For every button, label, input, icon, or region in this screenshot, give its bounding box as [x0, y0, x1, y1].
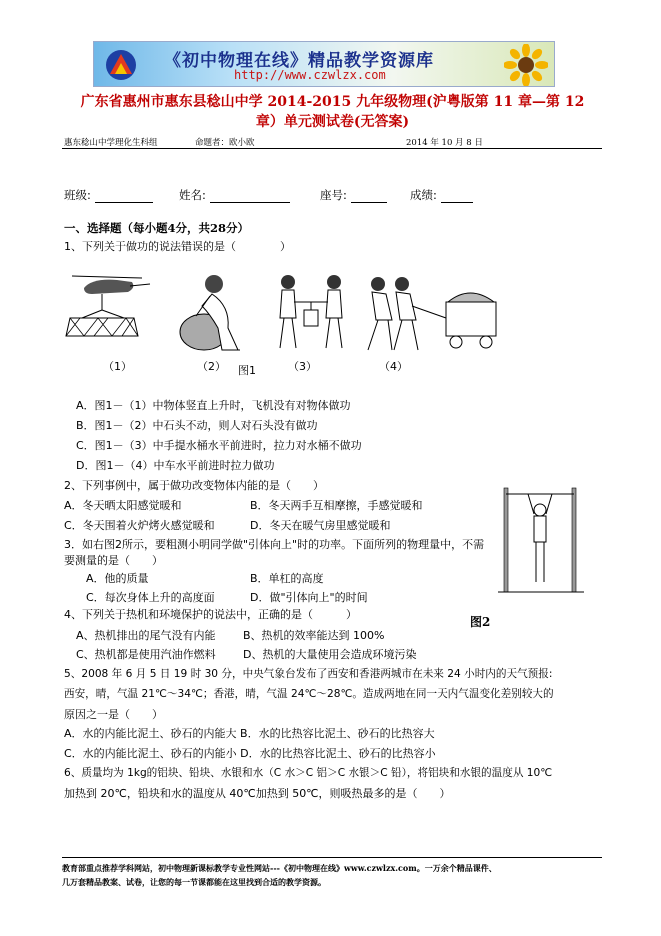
q3-option-c: C．每次身体上升的高度面	[86, 591, 215, 604]
q1-option-c: C．图1－（3）中手提水桶水平前进时，拉力对水桶不做功	[76, 439, 362, 452]
banner-url: http://www.czwlzx.com	[234, 68, 386, 82]
banner-image	[93, 41, 555, 87]
sunflower-icon	[504, 44, 548, 86]
q4-option-c: C、热机都是使用汽油作燃料	[76, 648, 216, 661]
q1-option-a: A．图1－（1）中物体竖直上升时，飞机没有对物体做功	[76, 399, 351, 412]
header-divider	[62, 148, 602, 149]
helicopter-drawing	[66, 276, 150, 336]
q5-options-ab: A．水的内能比泥土、砂石的内能大 B．水的比热容比泥土、砂石的比热容大	[64, 727, 435, 740]
section-heading: 一、选择题（每小题4分，共28分）	[64, 221, 250, 235]
q5-line1: 5、2008 年 6 月 5 日 19 时 30 分，中央气象台发布了西安和香港两城市在未来 24 小时内的天气预报:	[64, 668, 553, 680]
page-title-line2: 章）单元测试卷(无答案)	[255, 114, 410, 130]
q1-stem: 1、下列关于做功的说法错误的是（ ）	[64, 240, 291, 253]
class-field: 班级:	[64, 187, 153, 203]
footer-divider	[62, 857, 602, 858]
q5-options-cd: C．水的内能比泥土、砂石的内能小 D．水的比热容比泥土、砂石的比热容小	[64, 747, 436, 760]
footer-line2: 几万套精品教案、试卷，让您的每一节课都能在这里找到合适的教学资源。	[62, 877, 326, 887]
figure-2	[498, 486, 584, 598]
date: 2014 年 10 月 8 日	[406, 138, 483, 148]
fig2-caption: 图2	[470, 615, 491, 629]
q3-stem-line2: 要测量的是（ ）	[64, 554, 163, 567]
q4-option-a: A、热机排出的尾气没有内能	[76, 629, 216, 642]
q3-stem-line1: 3．如右图2所示，要粗测小明同学做"引体向上"时的功率。下面所列的物理量中，不需	[64, 538, 485, 551]
name-blank[interactable]	[210, 190, 290, 203]
q6-line1: 6、质量均为 1kg的铝块、铅块、水银和水（C 水＞C 铝＞C 水银＞C 铅），将铝块和水银的温度从 10℃	[64, 767, 553, 779]
fig1-label-3: （3）	[288, 360, 317, 373]
q1-option-d: D．图1－（4）中车水平前进时拉力做功	[76, 459, 275, 472]
q2-stem: 2、下列事例中，属于做功改变物体内能的是（ ）	[64, 479, 324, 492]
seat-blank[interactable]	[351, 190, 387, 203]
q2-option-c: C．冬天围着火炉烤火感觉暖和	[64, 519, 215, 532]
q5-line2: 西安，晴，气温 21℃～34℃；香港，晴，气温 24℃～28℃。造成两地在同一天内气温变化差别较大的	[64, 688, 554, 700]
figure-1	[62, 266, 512, 356]
author: 命题者：欧小欧	[195, 138, 255, 148]
q6-line2: 加热到 20℃，铅块和水的温度从 40℃加热到 50℃，则吸热最多的是（ ）	[64, 787, 451, 800]
logo-icon	[104, 48, 138, 82]
pulling-cart-drawing	[368, 277, 496, 350]
fig1-label-4: （4）	[379, 360, 408, 373]
score-field: 成绩:	[410, 187, 473, 203]
q5-line3: 原因之一是（ ）	[64, 708, 163, 721]
fig1-label-1: （1）	[103, 360, 132, 373]
class-blank[interactable]	[95, 190, 153, 203]
q1-option-b: B．图1－（2）中石头不动，则人对石头没有做功	[76, 419, 318, 432]
name-field: 姓名:	[179, 187, 290, 203]
seat-field: 座号:	[320, 187, 387, 203]
q3-option-a: A．他的质量	[86, 572, 149, 585]
carrying-bucket-drawing	[280, 275, 342, 348]
banner-title: 《初中物理在线》精品教学资源库	[164, 51, 434, 71]
fig1-label-2: （2）	[197, 360, 226, 373]
q2-option-b: B．冬天两手互相摩擦，手感觉暖和	[250, 499, 423, 512]
q2-option-a: A．冬天晒太阳感觉暖和	[64, 499, 182, 512]
footer-line1: 教育部重点推荐学科网站，初中物理新课标教学专业性网站---《初中物理在线》www.czwlzx.com。一万余个精品课件、	[62, 863, 497, 873]
q4-option-d: D、热机的大量使用会造成环境污染	[243, 648, 417, 661]
q4-option-b: B、热机的效率能达到 100%	[243, 629, 385, 642]
q4-stem: 4、下列关于热机和环境保护的说法中，正确的是（ ）	[64, 608, 357, 621]
score-blank[interactable]	[441, 190, 473, 203]
pushing-stone-drawing	[180, 275, 240, 350]
page-title-line1: 广东省惠州市惠东县稔山中学 2014-2015 九年级物理(沪粤版第 11 章—第 12	[80, 94, 585, 110]
fig1-caption: 图1	[238, 364, 256, 377]
q3-option-d: D．做"引体向上"的时间	[250, 591, 368, 604]
q2-option-d: D．冬天在暖气房里感觉暖和	[250, 519, 391, 532]
school-group: 惠东稔山中学理化生科组	[64, 138, 158, 148]
q3-option-b: B．单杠的高度	[250, 572, 324, 585]
